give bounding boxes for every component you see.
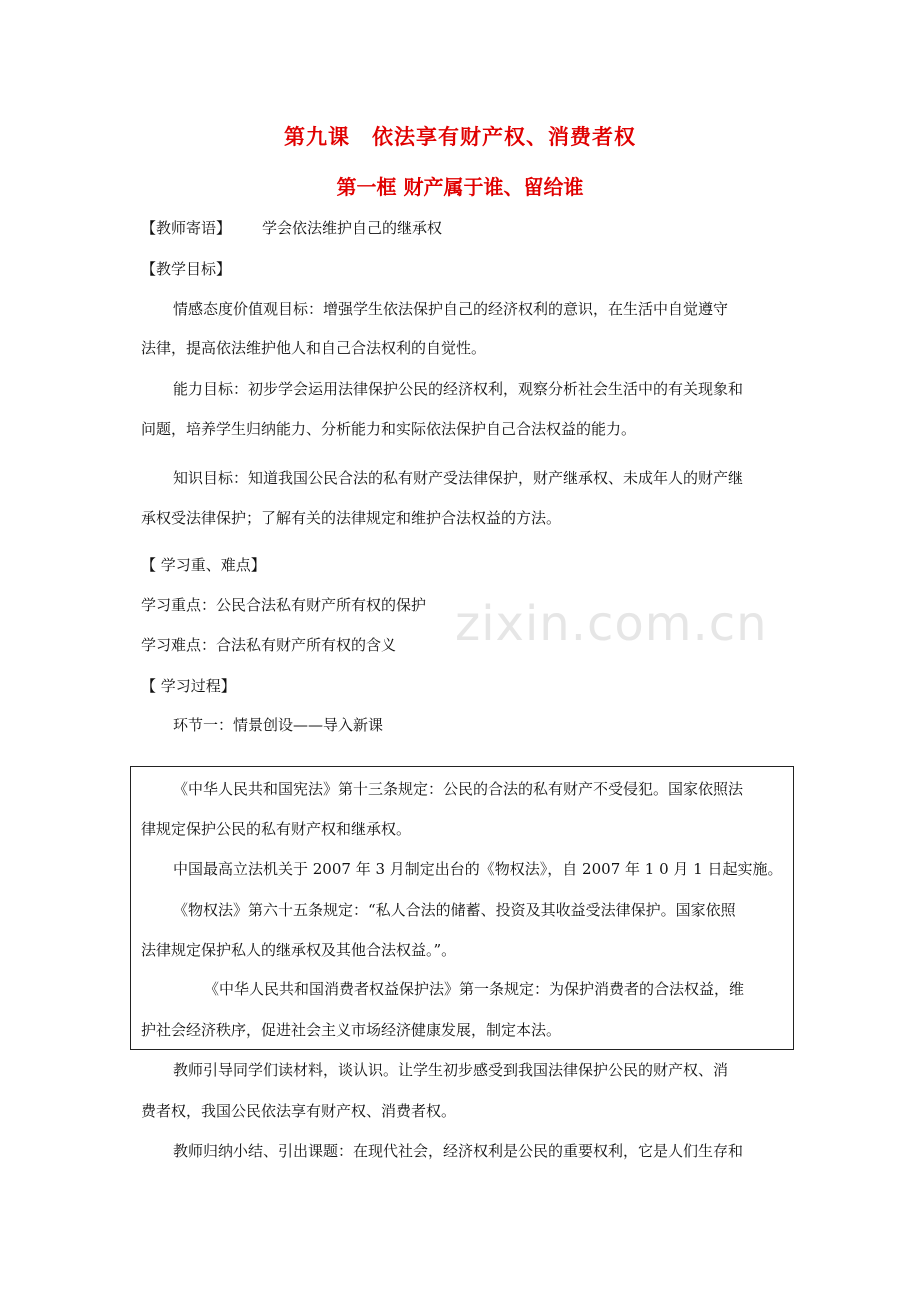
box-para3-line2: 法律规定保护私人的继承权及其他合法权益。”。 xyxy=(141,941,457,959)
lesson-title: 第九课 依法享有财产权、消费者权 xyxy=(284,125,636,149)
step1-heading: 环节一：情景创设——导入新课 xyxy=(173,716,384,734)
process-heading: 【 学习过程】 xyxy=(141,677,236,695)
goal-knowledge-line-2: 承权受法律保护；了解有关的法律规定和维护合法权益的方法。 xyxy=(141,509,562,527)
goals-heading: 【教学目标】 xyxy=(141,260,232,278)
summary-line-1: 教师归纳小结、引出课题：在现代社会，经济权利是公民的重要权利，它是人们生存和 xyxy=(173,1142,744,1160)
box-para1-line2: 律规定保护公民的私有财产权和继承权。 xyxy=(141,820,412,838)
difficult-point: 学习难点：合法私有财产所有权的含义 xyxy=(141,636,397,654)
guide-line-2: 费者权，我国公民依法享有财产权、消费者权。 xyxy=(141,1102,457,1120)
key-heading: 【 学习重、难点】 xyxy=(141,556,266,574)
goal-emotion-line-1: 情感态度价值观目标：增强学生依法保护自己的经济权利的意识，在生活中自觉遵守 xyxy=(173,300,729,318)
box-para4-line2: 护社会经济秩序，促进社会主义市场经济健康发展，制定本法。 xyxy=(141,1021,562,1039)
box-para4-line1: 《中华人民共和国消费者权益保护法》第一条规定：为保护消费者的合法权益，维 xyxy=(204,980,745,998)
key-point: 学习重点：公民合法私有财产所有权的保护 xyxy=(141,596,427,614)
goal-ability-line-2: 问题，培养学生归纳能力、分析能力和实际依法保护自己合法权益的能力。 xyxy=(141,420,637,438)
goal-emotion-line-2: 法律，提高依法维护他人和自己合法权利的自觉性。 xyxy=(141,339,487,357)
watermark-text: zixin.com.cn xyxy=(455,596,768,652)
guide-line-1: 教师引导同学们读材料，谈认识。让学生初步感受到我国法律保护公民的财产权、消 xyxy=(173,1061,729,1079)
goal-knowledge-line-1: 知识目标：知道我国公民合法的私有财产受法律保护，财产继承权、未成年人的财产继 xyxy=(173,469,744,487)
box-para1-line1: 《中华人民共和国宪法》第十三条规定：公民的合法的私有财产不受侵犯。国家依照法 xyxy=(173,780,744,798)
lesson-subtitle: 第一框 财产属于谁、留给谁 xyxy=(336,175,584,199)
teacher-words-text: 学会依法维护自己的继承权 xyxy=(262,219,443,237)
goal-ability-line-1: 能力目标：初步学会运用法律保护公民的经济权利，观察分析社会生活中的有关现象和 xyxy=(173,380,744,398)
teacher-words-label: 【教师寄语】 xyxy=(141,219,232,237)
box-para3-line1: 《物权法》第六十五条规定：“私人合法的储蓄、投资及其收益受法律保护。国家依照 xyxy=(173,901,736,919)
box-para2: 中国最高立法机关于 2007 年 3 月制定出台的《物权法》，自 2007 年 1 0 月 1 日起实施。 xyxy=(173,860,783,878)
